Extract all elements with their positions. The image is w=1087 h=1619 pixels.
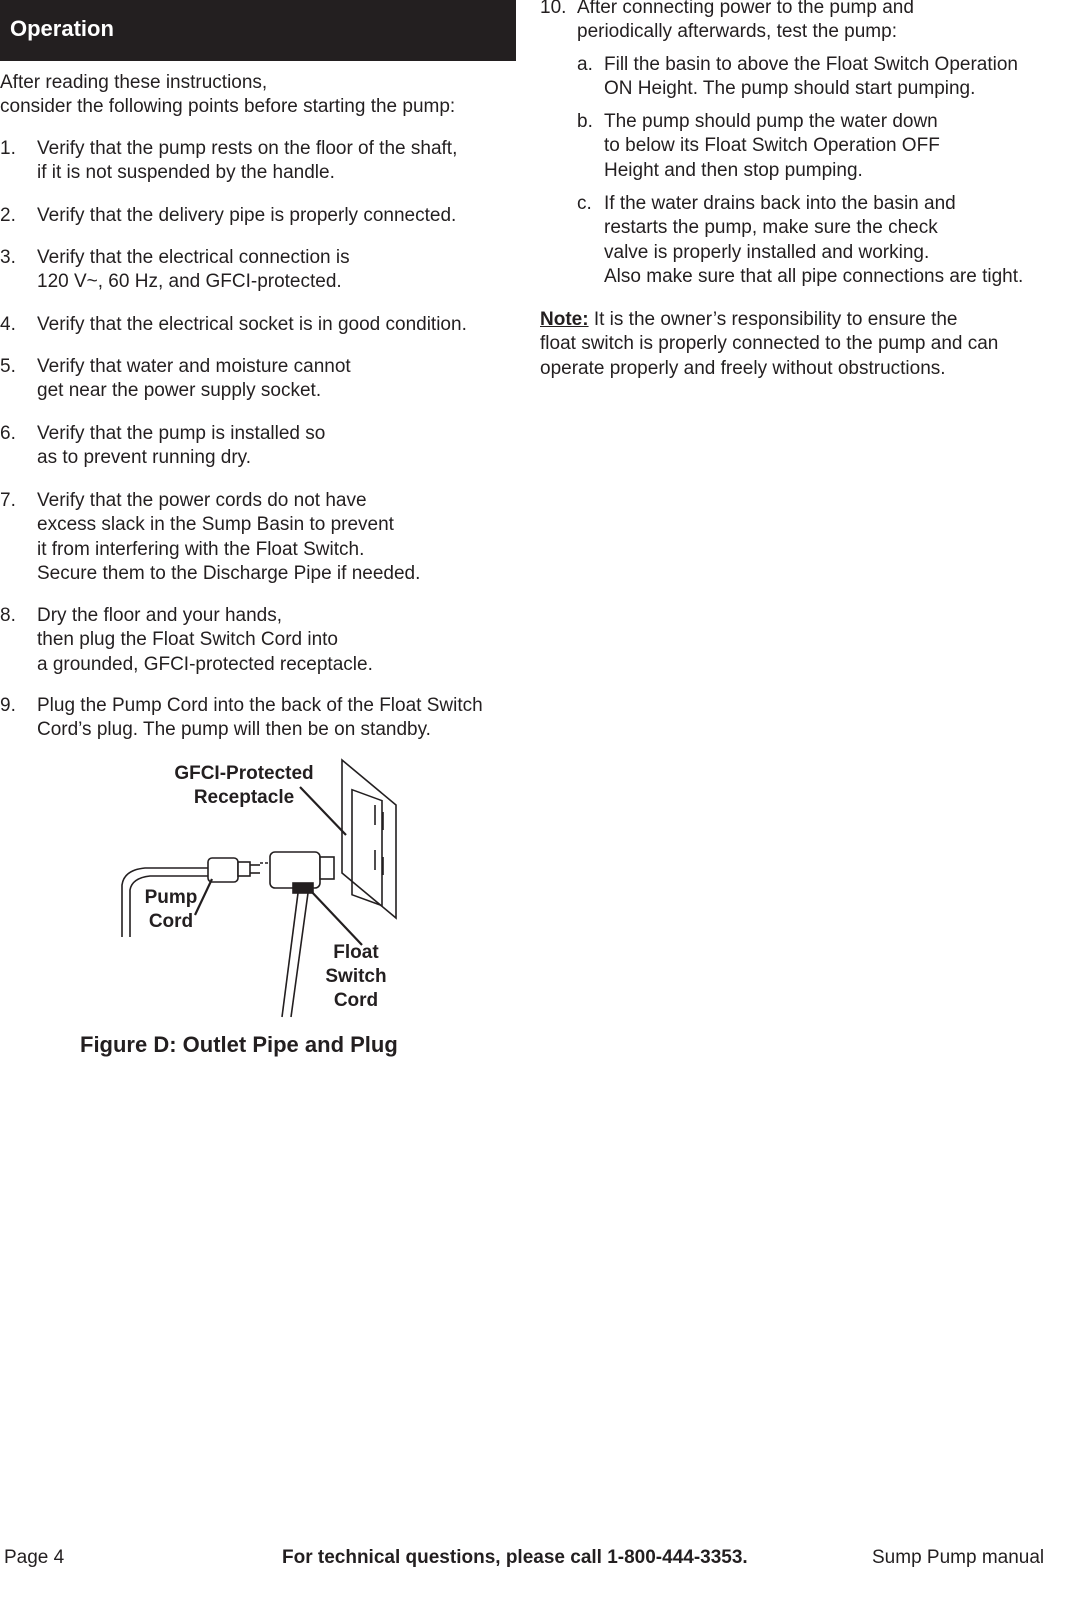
section-header [0, 0, 516, 61]
step-number: 4. [0, 314, 16, 335]
step-number: 7. [0, 490, 16, 511]
substep-letter: a. [577, 54, 593, 75]
step-number: 6. [0, 423, 16, 444]
substep-text: Fill the basin to above the Float Switch Operation ON Height. The pump should start pumping. [604, 54, 1019, 100]
step-5 [0, 355, 520, 404]
substep-c [577, 192, 1077, 289]
step-1 [0, 137, 520, 186]
substep-text: If the water drains back into the basin and restarts the pump, make sure the check valve is properly installed and working. Also make sure that all pipe connections are tight. [604, 193, 1024, 287]
step-8 [0, 604, 520, 677]
page-number: Page 4 [4, 1547, 65, 1568]
step-text: Verify that the pump rests on the floor of the shaft, if it is not suspended by the handle. [37, 138, 458, 184]
substep-letter: c. [577, 193, 592, 214]
step-7 [0, 489, 520, 586]
substep-a [577, 53, 1077, 102]
step-6 [0, 422, 520, 471]
substep-text: The pump should pump the water down to below its Float Switch Operation OFF Height and then stop pumping. [604, 111, 940, 181]
step-number: 1. [0, 138, 16, 159]
step-4 [0, 313, 520, 337]
note-label: Note: [540, 309, 589, 330]
receptacle-label: GFCI-Protected Receptacle [174, 763, 314, 808]
step-3 [0, 246, 520, 295]
step-text: Dry the floor and your hands, then plug the Float Switch Cord into a grounded, GFCI-protected receptacle. [37, 605, 373, 675]
step-number: 10. [540, 0, 567, 18]
pump-cord-label: Pump Cord [144, 887, 198, 932]
step-number: 2. [0, 205, 16, 226]
step-text: After connecting power to the pump and periodically afterwards, test the pump: [577, 0, 914, 43]
step-2 [0, 204, 520, 228]
support-phone: For technical questions, please call 1-800-444-3353. [282, 1547, 748, 1568]
float-cord-leader-line [310, 890, 362, 945]
substep-b [577, 110, 1077, 183]
step-text: Verify that the pump is installed so as to prevent running dry. [37, 423, 326, 469]
receptacle-plate [342, 760, 396, 918]
figure-caption: Figure D: Outlet Pipe and Plug [80, 1032, 398, 1057]
step-text: Verify that the electrical socket is in good condition. [37, 314, 467, 335]
substep-letter: b. [577, 111, 593, 132]
step-text: Verify that water and moisture cannot get near the power supply socket. [37, 356, 351, 402]
note-text: It is the owner’s responsibility to ensure the float switch is properly connected to the pump and can operate properly and freely without obstructions. [540, 309, 999, 379]
step-text: Verify that the delivery pipe is properly connected. [37, 205, 457, 226]
step-number: 5. [0, 356, 16, 377]
section-title: Operation [10, 16, 114, 41]
step-number: 3. [0, 247, 16, 268]
step-text: Verify that the electrical connection is 120 V~, 60 Hz, and GFCI-protected. [37, 247, 350, 293]
step-text: Verify that the power cords do not have excess slack in the Sump Basin to prevent it from interfering with the Float Switch. Secure them to the Discharge Pipe if needed. [37, 490, 421, 584]
step-number: 8. [0, 605, 16, 626]
float-cord-label: Float Switch Cord [325, 942, 387, 1011]
step-number: 9. [0, 695, 16, 716]
step-text: Plug the Pump Cord into the back of the Float Switch Cord’s plug. The pump will then be on standby. [37, 695, 483, 741]
note [540, 308, 1080, 381]
step-10 [540, 0, 1080, 45]
manual-title: Sump Pump manual [872, 1547, 1045, 1568]
step-9 [0, 694, 520, 743]
intro-text: After reading these instructions, consider the following points before starting the pump: [0, 72, 456, 118]
